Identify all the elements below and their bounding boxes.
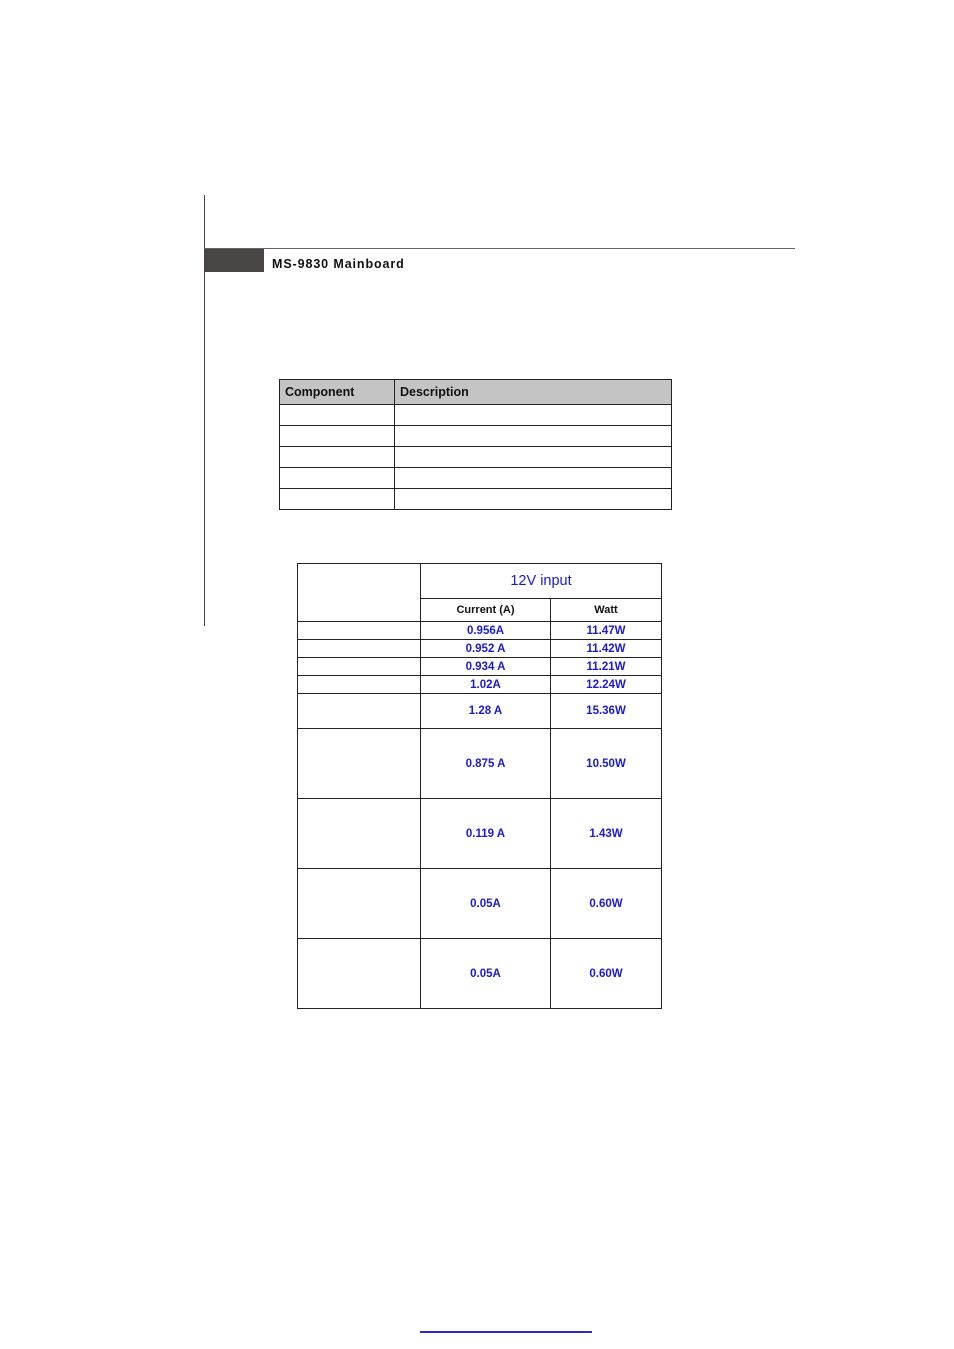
current-value: 0.875 A [421,729,551,799]
current-value: 0.05A [421,939,551,1009]
component-table-header [280,380,672,405]
table-row [280,489,672,510]
watt-value: 11.47W [551,622,662,640]
table-row [298,658,662,676]
watt-value: 12.24W [551,676,662,694]
table-row [298,694,662,729]
description-cell [395,426,672,447]
watt-value: 15.36W [551,694,662,729]
table-row [280,447,672,468]
current-value: 0.956A [421,622,551,640]
table-row [298,729,662,799]
row-label [298,939,421,1009]
current-value: 0.934 A [421,658,551,676]
power-consumption-table [297,563,662,1009]
table-row [280,468,672,489]
watt-value: 0.60W [551,939,662,1009]
description-cell [395,447,672,468]
group-title-12v-input: 12V input [421,564,662,599]
row-label [298,658,421,676]
watt-value: 11.42W [551,640,662,658]
component-table [279,379,672,510]
description-cell [395,489,672,510]
watt-value: 1.43W [551,799,662,869]
current-value: 0.05A [421,869,551,939]
component-cell [280,405,395,426]
table-row [298,640,662,658]
page-header-title: MS-9830 Mainboard [272,257,405,271]
column-header-description: Description [395,380,672,405]
row-label [298,869,421,939]
footer-link-underline[interactable] [420,1331,592,1333]
header-tab [205,249,264,272]
row-label [298,622,421,640]
watt-value: 11.21W [551,658,662,676]
watt-value: 10.50W [551,729,662,799]
current-value: 1.28 A [421,694,551,729]
table-row [298,622,662,640]
column-header-current: Current (A) [421,599,551,622]
table-row [298,939,662,1009]
component-cell [280,468,395,489]
table-row [280,426,672,447]
current-value: 0.952 A [421,640,551,658]
table-row [298,869,662,939]
component-cell [280,489,395,510]
column-header-watt: Watt [551,599,662,622]
row-label [298,676,421,694]
row-label [298,694,421,729]
row-label [298,640,421,658]
power-table-group-header [298,564,662,599]
watt-value: 0.60W [551,869,662,939]
row-label [298,729,421,799]
current-value: 1.02A [421,676,551,694]
description-cell [395,468,672,489]
table-row [298,676,662,694]
header-rule [204,248,795,249]
column-header-component: Component [280,380,395,405]
row-label-header-cell [298,564,421,622]
component-cell [280,426,395,447]
current-value: 0.119 A [421,799,551,869]
table-row [280,405,672,426]
component-cell [280,447,395,468]
table-row [298,799,662,869]
row-label [298,799,421,869]
description-cell [395,405,672,426]
